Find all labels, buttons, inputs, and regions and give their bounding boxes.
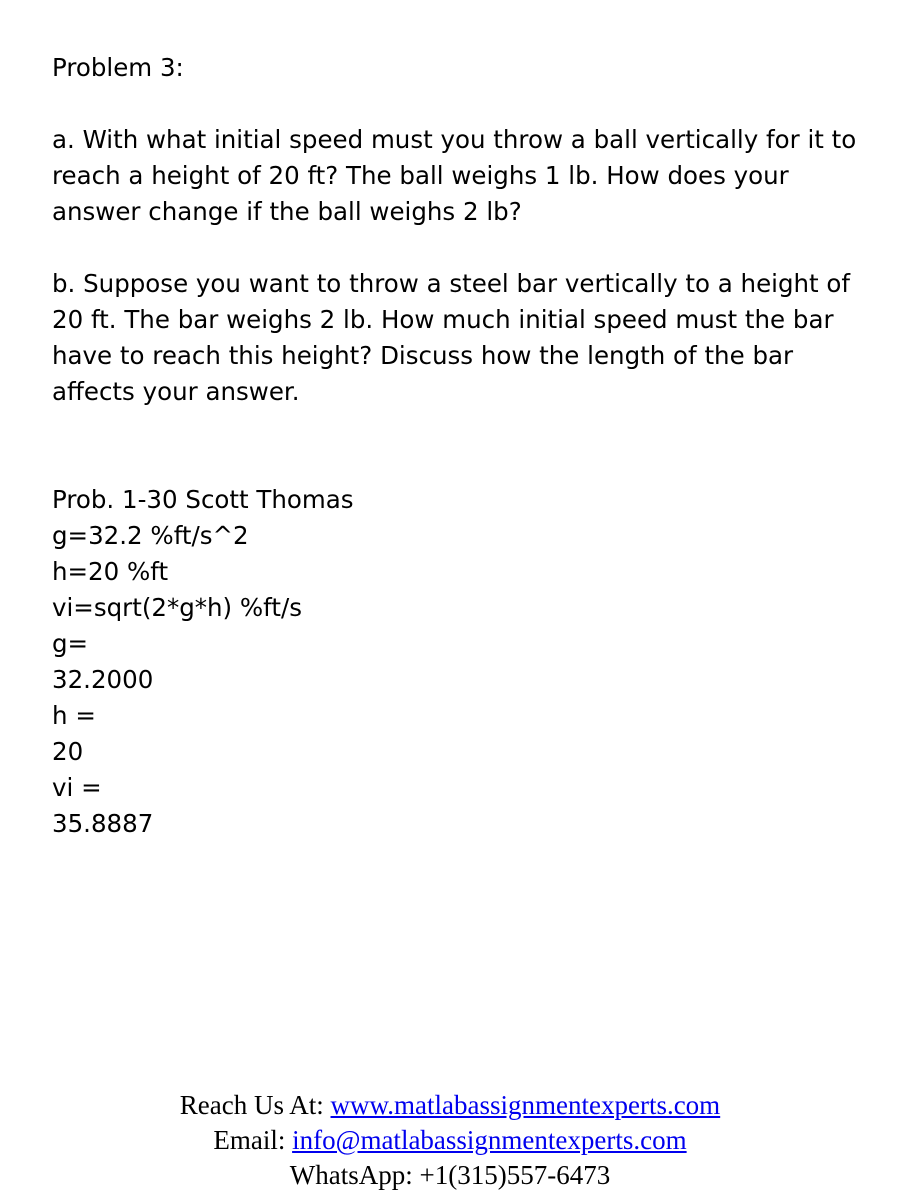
part-b-line: 20 ft. The bar weighs 2 lb. How much initial speed must the bar — [52, 305, 834, 334]
solution-line: vi=sqrt(2*g*h) %ft/s — [52, 593, 303, 622]
solution-line: h=20 %ft — [52, 557, 169, 586]
part-a-line: reach a height of 20 ft? The ball weighs 1 lb. How does your — [52, 161, 789, 190]
part-a-paragraph — [52, 122, 872, 230]
whatsapp-line: WhatsApp: +1(315)557-6473 — [289, 1160, 611, 1190]
part-a-line: a. With what initial speed must you throw a ball vertically for it to — [52, 125, 857, 154]
email-label: Email: — [213, 1125, 293, 1155]
reach-label: Reach Us At: — [179, 1090, 331, 1120]
part-b-paragraph — [52, 266, 872, 410]
email-link[interactable]: info@matlabassignmentexperts.com — [292, 1125, 687, 1155]
part-b-line: affects your answer. — [52, 377, 300, 406]
solution-line: vi = — [52, 773, 102, 802]
contact-footer — [0, 1088, 900, 1193]
solution-line: 20 — [52, 737, 84, 766]
solution-line: Prob. 1-30 Scott Thomas — [52, 485, 354, 514]
part-a-line: answer change if the ball weighs 2 lb? — [52, 197, 522, 226]
solution-line: 35.8887 — [52, 809, 154, 838]
document-content — [52, 50, 872, 842]
solution-code-block — [52, 482, 872, 842]
part-b-line: have to reach this height? Discuss how the length of the bar — [52, 341, 794, 370]
part-b-line: b. Suppose you want to throw a steel bar vertically to a height of — [52, 269, 851, 298]
problem-title: Problem 3: — [52, 53, 184, 82]
email-line — [0, 1123, 900, 1158]
website-link[interactable]: www.matlabassignmentexperts.com — [330, 1090, 721, 1120]
solution-line: g=32.2 %ft/s^2 — [52, 521, 249, 550]
solution-line: h = — [52, 701, 96, 730]
solution-line: g= — [52, 629, 89, 658]
website-line — [0, 1088, 900, 1123]
solution-line: 32.2000 — [52, 665, 154, 694]
